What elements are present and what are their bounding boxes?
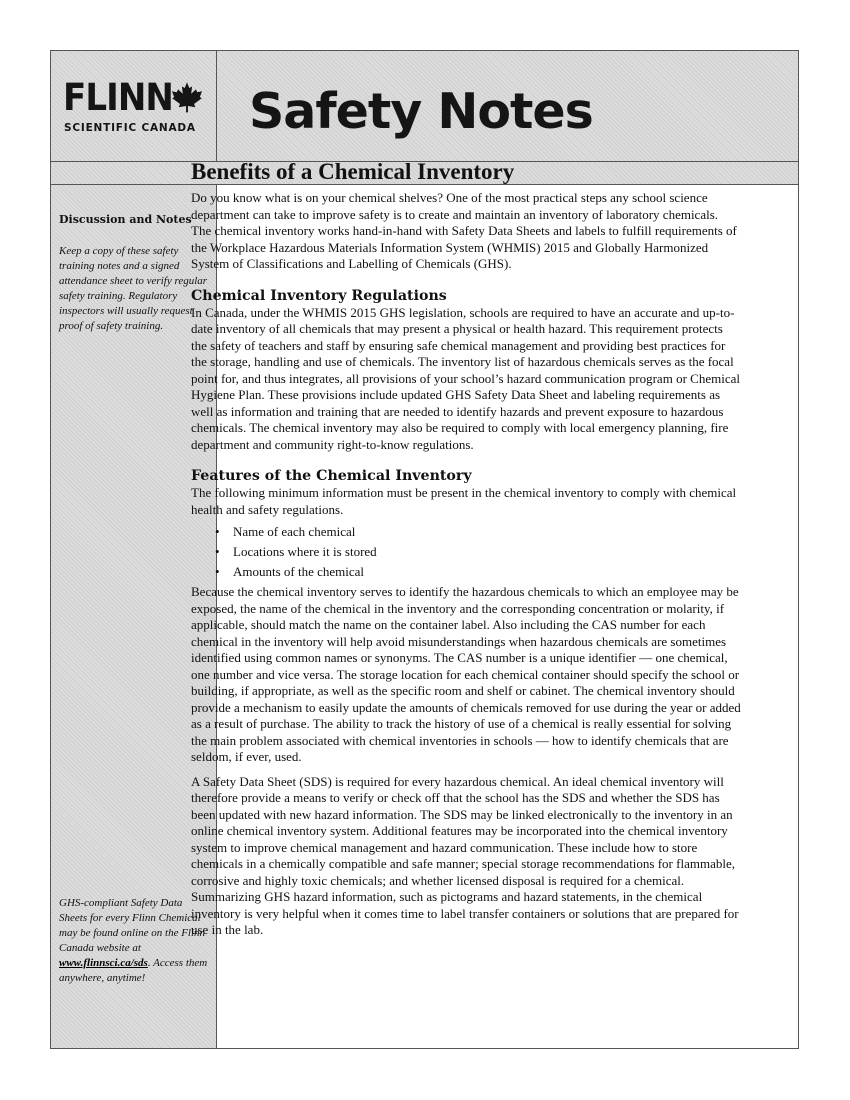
list-item: • Amounts of the chemical (215, 562, 741, 582)
sidebar-heading: Discussion and Notes (59, 213, 192, 226)
header-banner (51, 51, 798, 162)
logo-wordmark: FLINN (63, 76, 173, 119)
regulations-paragraph: In Canada, under the WHMIS 2015 GHS legislation, schools are required to have an accurate and up-to-date inventory of all chemicals that may present a physical or health hazard. This requirement protects the safety of teachers and staff by ensuring safe chemical management and providing best practices for the storage, handling and use of chemicals. The inventory list of hazardous chemicals serves as the focal point for, and thus integrates, all provisions of your school’s hazard communication program or Chemical Hygiene Plan. These provisions include updated GHS Safety Data Sheet and labeling requirements as well as information and training that are needed to identify hazards and prevent exposure to hazardous chemicals. The chemical inventory may also be required to comply with local emergency planning, fire department and community right-to-know regulations. (191, 304, 740, 452)
section-heading-regulations: Chemical Inventory Regulations (191, 287, 447, 304)
section-heading-features: Features of the Chemical Inventory (191, 468, 472, 484)
banner-title: Safety Notes (249, 83, 593, 140)
sidebar-note-sds (59, 896, 209, 986)
page-title: Benefits of a Chemical Inventory (191, 159, 515, 184)
flinn-logo (51, 51, 217, 161)
features-intro-paragraph: The following minimum information must be present in the chemical inventory to comply with chemical health and safety regulations. (191, 485, 737, 517)
sidebar-note-sds-tail: . Access them anywhere, anytime! (59, 957, 208, 984)
list-item: • Name of each chemical (215, 522, 741, 542)
sds-paragraph: A Safety Data Sheet (SDS) is required for every hazardous chemical. An ideal chemical inventory will therefore provide a means to verify or check off that the school has the SDS and whether the SDS has been updated with new hazard information. The SDS may be linked electronically to the inventory in an online chemical inventory system. Additional features may be incorporated into the chemical inventory system to improve chemical management and hazard communication. These include how to store chemicals in a chemically compatible and safe manner; special storage recommendations for flammable, corrosive and highly toxic chemicals; and whether licensed disposal is required for a chemical. Summarizing GHS hazard information, such as pictograms and hazard statements, in the chemical inventory is very helpful when it comes time to label transfer containers or solutions that are prepared for use in the lab. (191, 773, 739, 937)
intro-paragraph: Do you know what is on your chemical shelves? One of the most practical steps any school science department can take to improve safety is to create and maintain an inventory of laboratory chemicals. The chemical inventory works hand-in-hand with Safety Data Sheets and labels to fulfill requirements of the Workplace Hazardous Materials Information System (WHMIS) 2015 and Globally Harmonized System of Classifications and Labelling of Chemicals (GHS). (191, 190, 737, 271)
main-content (191, 158, 741, 939)
flinn-sds-link[interactable]: www.flinnsci.ca/sds (59, 957, 148, 969)
sidebar-note-training: Keep a copy of these safety training notes and a signed attendance sheet to verify regular safety training. Regulatory inspectors will usually request proof of safety training. (59, 245, 208, 332)
features-paragraph: Because the chemical inventory serves to identify the hazardous chemicals to which an employee may be exposed, the name of the chemical in the inventory and the corresponding concentration or molarity, if applicable, should match the name on the container label. Also including the CAS number for each chemical in the inventory will help avoid misunderstandings when hazardous chemicals are sometimes identified using common names or synonyms. The CAS number is a unique identifier — one chemical, one number and vice versa. The storage location for each chemical container should specify the school or building, if appropriate, as well as the specific room and shelf or cabinet. The chemical inventory should provide a mechanism to easily update the amounts of chemicals removed for use during the year or added as a result of purchase. The ability to track the history of use of a chemical is really essential for solving the main problem associated with chemical inventories in schools — how to identify chemicals that are seldom, if ever, used. (191, 584, 741, 764)
maple-leaf-icon (170, 81, 204, 113)
logo-subtitle: SCIENTIFIC CANADA (64, 122, 196, 134)
sidebar-note-sds-text: GHS-compliant Safety Data Sheets for every Flinn Chemical may be found online on the Flinn Canada website at (59, 897, 206, 954)
required-info-list (191, 522, 741, 582)
list-item: • Locations where it is stored (215, 542, 741, 562)
